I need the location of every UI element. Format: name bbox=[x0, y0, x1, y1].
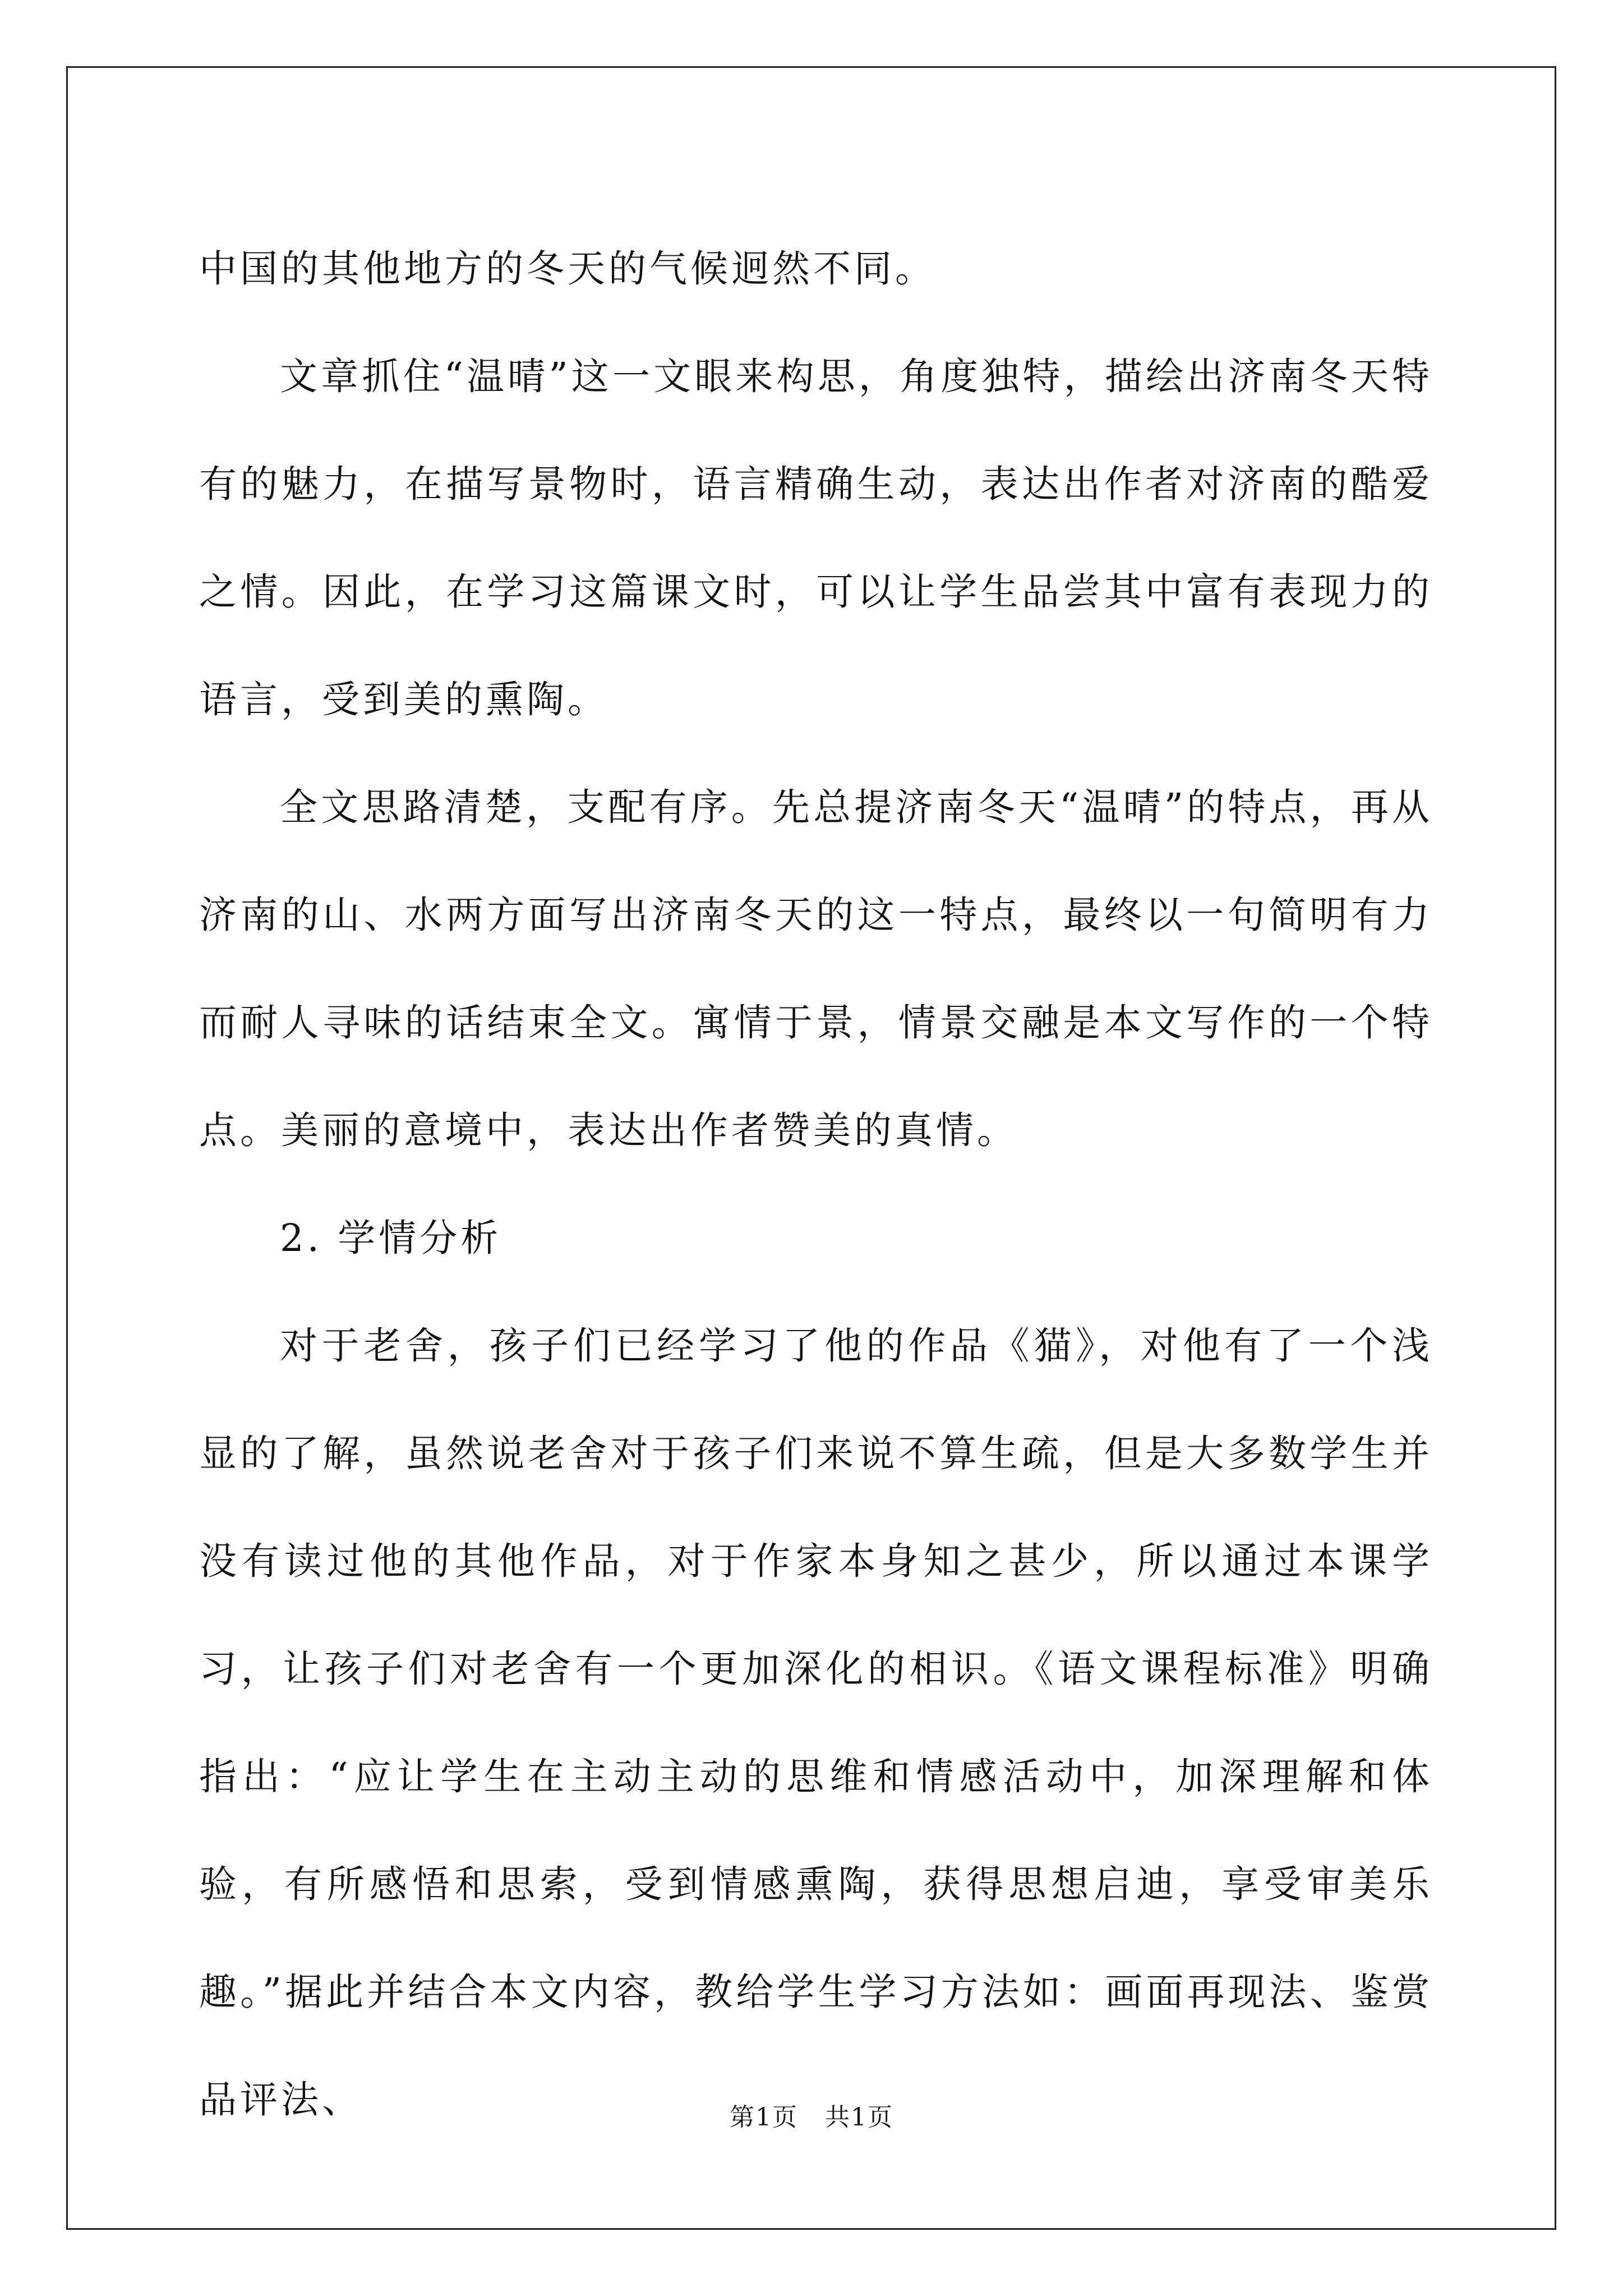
page-total: 共1页 bbox=[825, 2103, 893, 2132]
paragraph-3: 全文思路清楚，支配有序。先总提济南冬天“温晴”的特点，再从济南的山、水两方面写出济南冬天的这一特点，最终以一句简明有力而耐人寻味的话结束全文。寓情于景，情景交融是本文写作的一个特点。美丽的意境中，表达出作者赞美的真情。 bbox=[199, 785, 1433, 1152]
paragraph-2: 文章抓住“温晴”这一文眼来构思，角度独特，描绘出济南冬天特有的魅力，在描写景物时，语言精确生动，表达出作者对济南的酷爱之情。因此，在学习这篇课文时，可以让学生品尝其中富有表现力的语言，受到美的熏陶。 bbox=[199, 355, 1433, 721]
section-heading: 2. 学情分析 bbox=[280, 1216, 502, 1260]
paragraph-4: 对于老舍，孩子们已经学习了他的作品《猫》，对他有了一个浅显的了解，虽然说老舍对于孩子们来说不算生疏，但是大多数学生并没有读过他的其他作品，对于作家本身知之甚少，所以通过本课学习，让孩子们对老舍有一个更加深化的相识。《语文课程标准》明确指出：“应让学生在主动主动的思维和情感活动中，加深理解和体验，有所感悟和思索，受到情感熏陶，获得思想启迪，享受审美乐趣。”据此并结合本文内容，教给学生学习方法如：画面再现法、鉴赏品评法、 bbox=[199, 1324, 1433, 2122]
paragraph-1: 中国的其他地方的冬天的气候迥然不同。 bbox=[199, 247, 936, 291]
page-footer bbox=[0, 2097, 1623, 2133]
document-body bbox=[199, 215, 1433, 2154]
page-number: 第1页 bbox=[730, 2103, 798, 2132]
